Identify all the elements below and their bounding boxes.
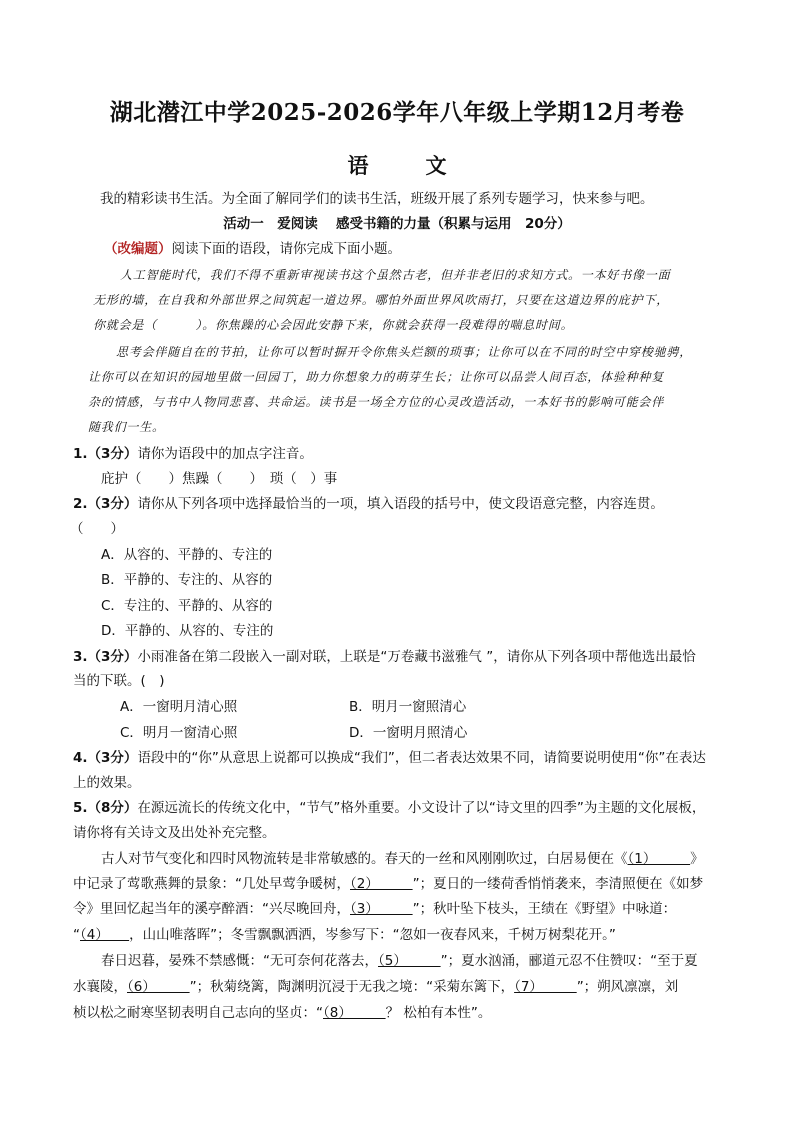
text-segment: 》 <box>690 851 704 867</box>
instruction-text: 阅读下面的语段，请你完成下面小题。 <box>171 241 401 257</box>
question-score: （8分） <box>87 800 138 816</box>
option-c: C．专注的、平静的、从容的 <box>101 598 273 614</box>
question-score: （3分） <box>87 750 138 766</box>
fill-in-line <box>73 874 703 894</box>
option-d: D．平静的、从容的、专注的 <box>101 623 274 639</box>
question-3 <box>73 647 696 667</box>
question-4 <box>73 748 706 768</box>
question-5-continued: 请你将有关诗文及出处补充完整。 <box>73 825 276 841</box>
question-3-continued: 当的下联。( ) <box>73 673 165 689</box>
question-score: （3分） <box>87 649 138 665</box>
text-segment: ”；秋叶坠下枝头，王绩在《野望》中咏道： <box>412 901 677 917</box>
fill-in-line <box>101 951 698 971</box>
text-segment: 水襄陵， <box>73 979 127 995</box>
text-segment: ？ 松柏有本性”。 <box>385 1005 492 1021</box>
blank-1[interactable]: （1） <box>627 851 691 867</box>
blank-4[interactable]: （4） <box>80 927 130 943</box>
intro-text: 我的精彩读书生活。为全面了解同学们的读书生活，班级开展了系列专题学习，快来参与吧。 <box>100 191 654 207</box>
text-segment: 古人对节气变化和四时风物流转是非常敏感的。春天的一丝和风刚刚吹过，白居易便在《 <box>101 851 628 867</box>
blank-7[interactable]: （7） <box>514 979 577 995</box>
question-1-answer-line: 庇护（ ）焦躁（ ） 琐（ ）事 <box>101 471 338 487</box>
text-segment: 令》里回忆起当年的溪亭醉酒：“兴尽晚回舟， <box>73 901 350 917</box>
text-segment: ”；夏日的一缕荷香悄悄袭来，李清照便在《如梦 <box>412 876 704 892</box>
fill-in-line <box>73 1003 491 1023</box>
blank-5[interactable]: （5） <box>378 953 441 969</box>
passage-line: 随我们一生。 <box>88 420 165 434</box>
option-a: A．从容的、平静的、专注的 <box>101 547 273 563</box>
passage-line: 人工智能时代，我们不得不重新审视读书这个虽然古老，但并非老旧的求知方式。一本好书像一面 <box>120 268 671 282</box>
passage-line: 让你可以在知识的园地里做一回园丁，助力你想象力的萌芽生长；让你可以品尝人间百态，体验种种复 <box>88 370 665 384</box>
passage-line: 思考会伴随自在的节拍，让你可以暂时摒开令你焦头烂额的琐事；让你可以在不同的时空中穿梭驰骋， <box>116 345 693 359</box>
question-text: 语段中的“你”从意思上说都可以换成“我们”，但二者表达效果不同，请简要说明使用“你”在表达 <box>137 750 706 766</box>
adapted-tag: （改编题） <box>104 241 172 257</box>
option-c: C．明月一窗清心照 <box>120 725 238 741</box>
question-2 <box>73 494 664 514</box>
fill-in-line <box>101 849 704 869</box>
passage-line: 杂的情感，与书中人物同悲喜、共命运。读书是一场全方位的心灵改造活动，一本好书的影响可能会伴 <box>88 395 665 409</box>
activity-heading: 活动一 爱阅读 感受书籍的力量（积累与运用 20分） <box>223 216 571 232</box>
question-number: 1. <box>73 446 88 462</box>
question-1 <box>73 444 313 464</box>
option-b: B．平静的、专注的、从容的 <box>101 572 273 588</box>
fill-in-line <box>73 925 616 945</box>
text-segment: ”；夏水汹涌，郦道元忍不住赞叹：“至于夏 <box>440 953 698 969</box>
question-number: 4. <box>73 750 88 766</box>
question-text: 请你为语段中的加点字注音。 <box>137 446 313 462</box>
blank-3[interactable]: （3） <box>350 901 413 917</box>
blank-8[interactable]: （8） <box>323 1005 386 1021</box>
answer-blank: （ ） <box>70 521 124 537</box>
blank-6[interactable]: （6） <box>127 979 190 995</box>
fill-in-line <box>73 899 676 919</box>
text-segment: ，山山唯落晖”；冬雪飘飘洒洒，岑参写下：“忽如一夜春风来，千树万树梨花开。” <box>129 927 616 943</box>
question-number: 5. <box>73 800 88 816</box>
subject-title: 语 文 <box>347 153 465 178</box>
blank-2[interactable]: （2） <box>350 876 413 892</box>
text-segment: 中记录了莺歌燕舞的景象：“几处早莺争暖树， <box>73 876 350 892</box>
option-a: A．一窗明月清心照 <box>120 699 238 715</box>
text-segment: ”；秋菊绕篱，陶渊明沉浸于无我之境：“采菊东篱下， <box>189 979 515 995</box>
question-text: 请你从下列各项中选择最恰当的一项，填入语段的括号中，使文段语意完整，内容连贯。 <box>137 496 664 512</box>
question-number: 3. <box>73 649 88 665</box>
question-5 <box>73 798 705 818</box>
question-number: 2. <box>73 496 88 512</box>
question-text: 在源远流长的传统文化中，“节气”格外重要。小文设计了以“诗文里的四季”为主题的文化展板， <box>137 800 706 816</box>
question-score: （3分） <box>87 446 138 462</box>
question-score: （3分） <box>87 496 138 512</box>
passage-line: 无形的墙，在自我和外部世界之间筑起一道边界。哪怕外面世界风吹雨打，只要在这道边界的庇护下， <box>93 293 670 307</box>
option-d: D．一窗明月照清心 <box>349 725 468 741</box>
text-segment: 桢以松之耐寒坚韧表明自己志向的坚贞：“ <box>73 1005 323 1021</box>
exam-title: 湖北潜江中学2025-2026学年八年级上学期12月考卷 <box>109 99 685 126</box>
fill-in-line <box>73 977 678 997</box>
passage-line: 你就会是（ ）。你焦躁的心会因此安静下来，你就会获得一段难得的喘息时间。 <box>93 318 574 332</box>
reading-instruction <box>104 239 401 259</box>
question-text: 小雨准备在第二段嵌入一副对联，上联是“万卷藏书滋雅气 ”，请你从下列各项中帮他选出最恰 <box>137 649 696 665</box>
question-4-continued: 上的效果。 <box>73 775 141 791</box>
text-segment: ”；朔风凛凛，刘 <box>576 979 679 995</box>
option-b: B．明月一窗照清心 <box>349 699 467 715</box>
text-segment: 春日迟暮，晏殊不禁感慨：“无可奈何花落去， <box>101 953 378 969</box>
text-segment: “ <box>73 927 80 943</box>
